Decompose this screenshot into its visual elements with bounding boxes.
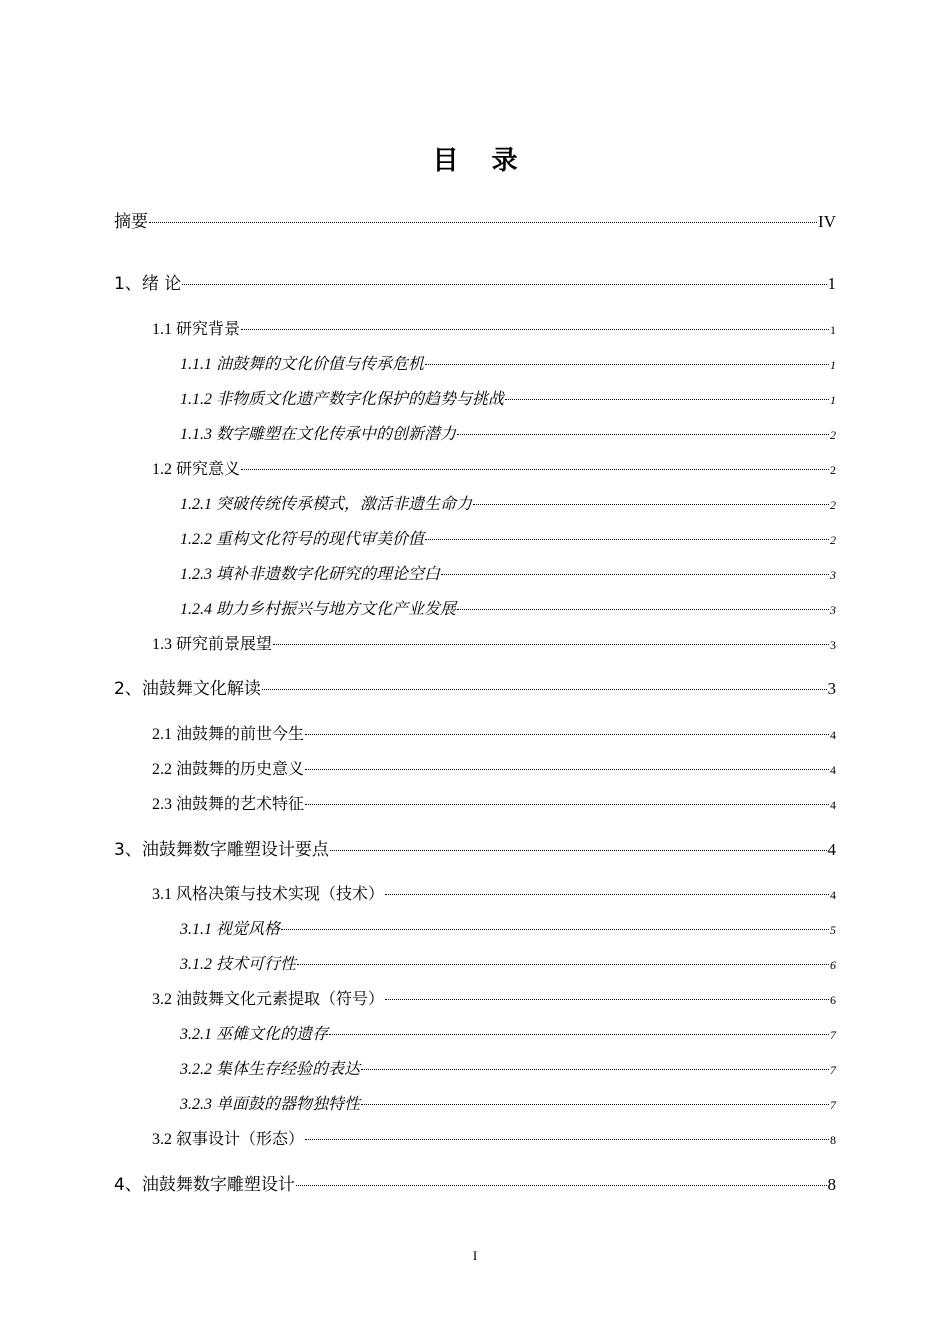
dot-leader bbox=[361, 1104, 829, 1105]
toc-entry-page: 3 bbox=[830, 603, 836, 617]
toc-entry[interactable] bbox=[180, 386, 836, 409]
toc-entry-label: 1.2.3 填补非遗数字化研究的理论空白 bbox=[180, 566, 441, 583]
toc-entry-label: 3.1.2 技术可行性 bbox=[180, 956, 297, 973]
dot-leader bbox=[330, 850, 827, 851]
toc-entry[interactable] bbox=[114, 674, 836, 699]
toc-entry-label: 1.2.2 重构文化符号的现代审美价值 bbox=[180, 531, 425, 548]
toc-entry-page: 4 bbox=[830, 798, 836, 812]
toc-entry-page: 4 bbox=[827, 840, 836, 859]
toc-entry[interactable] bbox=[152, 986, 836, 1009]
dot-leader bbox=[305, 734, 829, 735]
toc-entry-label: 1.1.3 数字雕塑在文化传承中的创新潜力 bbox=[180, 426, 457, 443]
toc-entry-label: 3.2.1 巫傩文化的遗存 bbox=[180, 1026, 329, 1043]
toc-entry-label: 3.2 叙事设计（形态） bbox=[152, 1131, 305, 1148]
dot-leader bbox=[273, 644, 829, 645]
toc-entry-page: 7 bbox=[830, 1028, 836, 1042]
toc-entry-page: 4 bbox=[830, 888, 836, 902]
toc-entry-page: 2 bbox=[830, 533, 836, 547]
toc-entry-label: 1.3 研究前景展望 bbox=[152, 636, 273, 653]
page-number: I bbox=[472, 1248, 478, 1263]
dot-leader bbox=[425, 539, 829, 540]
toc-entry-label: 1.1.1 油鼓舞的文化价值与传承危机 bbox=[180, 356, 425, 373]
dot-leader bbox=[297, 964, 829, 965]
toc-entry-label: 2.2 油鼓舞的历史意义 bbox=[152, 761, 305, 778]
toc-entry-label: 2、油鼓舞文化解读 bbox=[114, 679, 261, 699]
toc-entry-page: IV bbox=[818, 212, 836, 231]
dot-leader bbox=[281, 929, 829, 930]
dot-leader bbox=[441, 574, 829, 575]
toc-entry-label: 3.1 风格决策与技术实现（技术） bbox=[152, 886, 385, 903]
dot-leader bbox=[425, 364, 829, 365]
dot-leader bbox=[457, 434, 829, 435]
toc-entry-label: 3.2.2 集体生存经验的表达 bbox=[180, 1061, 361, 1078]
toc-entry[interactable] bbox=[180, 916, 836, 939]
toc-entry-label: 3.1.1 视觉风格 bbox=[180, 921, 281, 938]
toc-entry[interactable] bbox=[180, 1021, 836, 1044]
toc-entry-page: 3 bbox=[827, 679, 836, 698]
toc-entry-page: 1 bbox=[827, 274, 836, 293]
toc-entry-page: 7 bbox=[830, 1063, 836, 1077]
toc-entry-label: 摘要 bbox=[114, 212, 148, 232]
toc-entry-label: 2.3 油鼓舞的艺术特征 bbox=[152, 796, 305, 813]
dot-leader bbox=[473, 504, 829, 505]
toc-entry-page: 2 bbox=[830, 498, 836, 512]
toc-entry-label: 3.2.3 单面鼓的器物独特性 bbox=[180, 1096, 361, 1113]
toc-entry[interactable] bbox=[180, 1056, 836, 1079]
toc-entry-page: 3 bbox=[830, 638, 836, 652]
toc-entry[interactable] bbox=[152, 721, 836, 744]
dot-leader bbox=[149, 222, 817, 223]
toc-entry-page: 2 bbox=[830, 463, 836, 477]
dot-leader bbox=[329, 1034, 829, 1035]
toc-entry[interactable] bbox=[180, 491, 836, 514]
toc-entry-page: 4 bbox=[830, 728, 836, 742]
toc-entry[interactable] bbox=[180, 421, 836, 444]
toc-entry[interactable] bbox=[180, 526, 836, 549]
toc-entry[interactable] bbox=[152, 756, 836, 779]
toc-entry-page: 1 bbox=[830, 323, 836, 337]
toc-entry-page: 3 bbox=[830, 568, 836, 582]
toc-entry-label: 1.1.2 非物质文化遗产数字化保护的趋势与挑战 bbox=[180, 391, 505, 408]
toc-entry[interactable] bbox=[152, 316, 836, 339]
dot-leader bbox=[241, 329, 829, 330]
toc-entry-label: 1.1 研究背景 bbox=[152, 321, 241, 338]
dot-leader bbox=[361, 1069, 829, 1070]
toc-entry[interactable] bbox=[180, 351, 836, 374]
toc-entry-page: 2 bbox=[830, 428, 836, 442]
dot-leader bbox=[305, 804, 829, 805]
toc-entry-page: 6 bbox=[830, 958, 836, 972]
dot-leader bbox=[505, 399, 829, 400]
dot-leader bbox=[241, 469, 829, 470]
toc-entry-label: 3.2 油鼓舞文化元素提取（符号） bbox=[152, 991, 385, 1008]
toc-entry[interactable] bbox=[180, 561, 836, 584]
toc-entry-label: 4、油鼓舞数字雕塑设计 bbox=[114, 1175, 295, 1195]
toc-entry-page: 5 bbox=[830, 923, 836, 937]
toc-entry[interactable] bbox=[114, 835, 836, 860]
dot-leader bbox=[457, 609, 829, 610]
toc-entry[interactable] bbox=[114, 1170, 836, 1195]
toc-entry-page: 4 bbox=[830, 763, 836, 777]
toc-entry-page: 1 bbox=[830, 393, 836, 407]
toc-entry-label: 1.2.4 助力乡村振兴与地方文化产业发展 bbox=[180, 601, 457, 618]
dot-leader bbox=[182, 284, 826, 285]
dot-leader bbox=[296, 1185, 827, 1186]
toc-entry-label: 1.2.1 突破传统传承模式，激活非遗生命力 bbox=[180, 496, 473, 513]
toc-entry-page: 7 bbox=[830, 1098, 836, 1112]
toc-entry[interactable] bbox=[114, 207, 836, 232]
toc-entry[interactable] bbox=[180, 596, 836, 619]
toc-entry[interactable] bbox=[152, 791, 836, 814]
toc-entry-page: 8 bbox=[830, 1133, 836, 1147]
toc-entry[interactable] bbox=[180, 951, 836, 974]
dot-leader bbox=[305, 1139, 829, 1140]
toc-entry[interactable] bbox=[180, 1091, 836, 1114]
toc-entry-label: 2.1 油鼓舞的前世今生 bbox=[152, 726, 305, 743]
toc-entry-page: 8 bbox=[827, 1175, 836, 1194]
toc-entry-label: 3、油鼓舞数字雕塑设计要点 bbox=[114, 840, 329, 860]
toc-entry[interactable] bbox=[152, 631, 836, 654]
dot-leader bbox=[385, 894, 829, 895]
toc-entry-label: 1.2 研究意义 bbox=[152, 461, 241, 478]
dot-leader bbox=[262, 689, 827, 690]
toc-entry[interactable] bbox=[152, 456, 836, 479]
toc-entry[interactable] bbox=[114, 269, 836, 294]
toc-entry-page: 6 bbox=[830, 993, 836, 1007]
toc-entry[interactable] bbox=[152, 881, 836, 904]
toc-entry[interactable] bbox=[152, 1126, 836, 1149]
dot-leader bbox=[385, 999, 829, 1000]
dot-leader bbox=[305, 769, 829, 770]
toc-entry-page: 1 bbox=[830, 358, 836, 372]
toc-entry-label: 1、绪 论 bbox=[114, 274, 182, 294]
toc-title: 目 录 bbox=[432, 146, 530, 176]
